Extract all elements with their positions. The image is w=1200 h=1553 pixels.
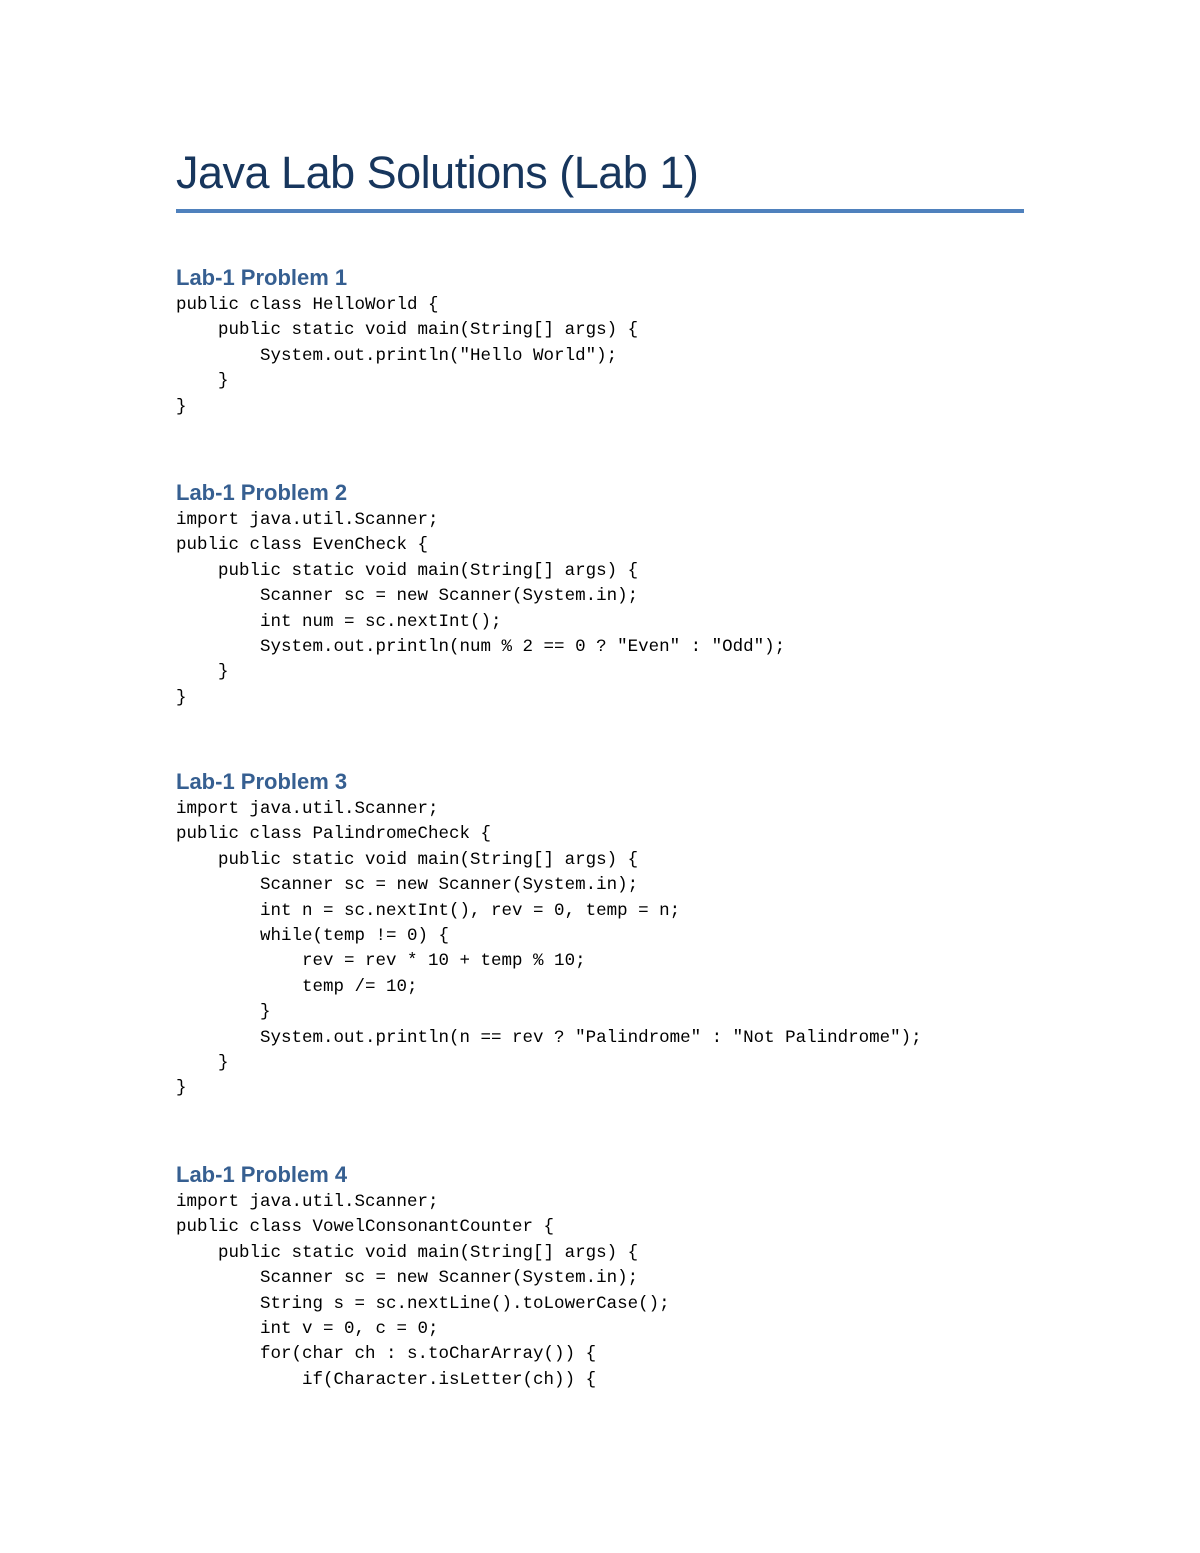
code-line: import java.util.Scanner; bbox=[176, 1192, 439, 1212]
code-block bbox=[176, 508, 1024, 711]
code-block bbox=[176, 293, 1024, 420]
code-line: System.out.println(num % 2 == 0 ? "Even" : "Odd"); bbox=[176, 636, 786, 657]
code-line: System.out.println("Hello World"); bbox=[176, 345, 618, 366]
code-line: } bbox=[176, 371, 229, 392]
code-line: public static void main(String[] args) { bbox=[176, 849, 639, 870]
section-problem-4 bbox=[176, 1160, 1024, 1393]
section-problem-1 bbox=[176, 263, 1024, 420]
code-line: int num = sc.nextInt(); bbox=[176, 611, 502, 632]
code-line: int n = sc.nextInt(), rev = 0, temp = n; bbox=[176, 900, 681, 921]
document-title: Java Lab Solutions (Lab 1) bbox=[176, 147, 699, 198]
code-line: public static void main(String[] args) { bbox=[176, 560, 639, 581]
code-line: } bbox=[176, 1002, 271, 1023]
code-line: public class VowelConsonantCounter { bbox=[176, 1217, 555, 1238]
code-line: Scanner sc = new Scanner(System.in); bbox=[176, 586, 639, 607]
code-line: public class EvenCheck { bbox=[176, 535, 429, 556]
code-block bbox=[176, 1190, 1024, 1393]
title-underline-rule bbox=[176, 209, 1024, 213]
code-line: while(temp != 0) { bbox=[176, 925, 450, 946]
code-line: } bbox=[176, 687, 187, 708]
section-heading: Lab-1 Problem 3 bbox=[176, 769, 348, 794]
code-line: public class PalindromeCheck { bbox=[176, 824, 492, 845]
code-line: } bbox=[176, 396, 187, 417]
code-line: Scanner sc = new Scanner(System.in); bbox=[176, 1268, 639, 1289]
code-line: int v = 0, c = 0; bbox=[176, 1318, 439, 1339]
section-problem-3 bbox=[176, 767, 1024, 1102]
section-heading: Lab-1 Problem 1 bbox=[176, 265, 348, 290]
code-line: temp /= 10; bbox=[176, 976, 418, 997]
code-line: import java.util.Scanner; bbox=[176, 510, 439, 530]
code-line: String s = sc.nextLine().toLowerCase(); bbox=[176, 1293, 670, 1314]
code-line: } bbox=[176, 1052, 229, 1073]
code-line: for(char ch : s.toCharArray()) { bbox=[176, 1344, 597, 1365]
section-heading: Lab-1 Problem 2 bbox=[176, 480, 348, 505]
code-line: System.out.println(n == rev ? "Palindrome" : "Not Palindrome"); bbox=[176, 1027, 922, 1048]
code-line: public static void main(String[] args) { bbox=[176, 1242, 639, 1263]
code-line: } bbox=[176, 1078, 187, 1099]
code-line: public class HelloWorld { bbox=[176, 295, 439, 315]
code-line: Scanner sc = new Scanner(System.in); bbox=[176, 875, 639, 896]
section-heading: Lab-1 Problem 4 bbox=[176, 1162, 348, 1187]
code-line: public static void main(String[] args) { bbox=[176, 320, 639, 341]
section-problem-2 bbox=[176, 478, 1024, 711]
code-block bbox=[176, 797, 1024, 1102]
code-line: } bbox=[176, 662, 229, 683]
code-line: rev = rev * 10 + temp % 10; bbox=[176, 951, 586, 972]
code-line: if(Character.isLetter(ch)) { bbox=[176, 1369, 597, 1390]
code-line: import java.util.Scanner; bbox=[176, 799, 439, 819]
